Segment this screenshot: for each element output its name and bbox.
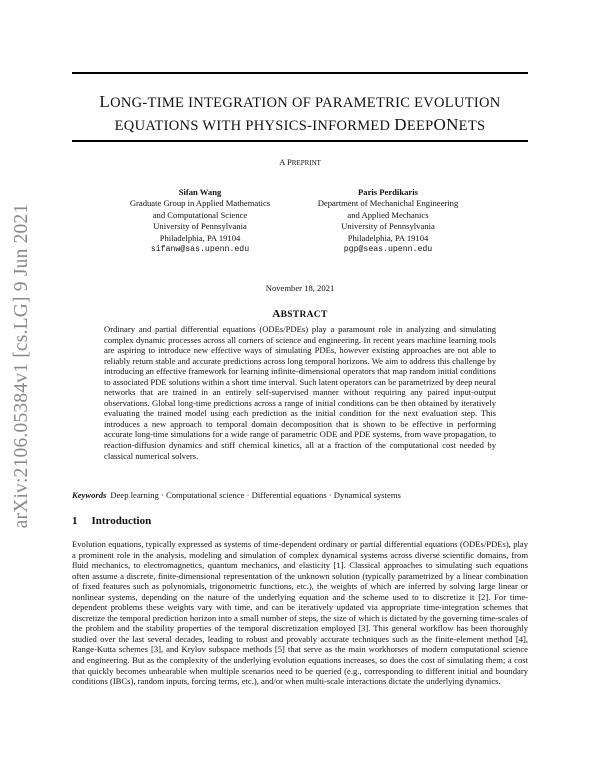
publication-date: November 18, 2021 bbox=[265, 283, 335, 293]
arxiv-id: arXiv:2106.05384v1 [cs.LG] 9 Jun 2021 bbox=[11, 203, 32, 529]
arxiv-stamp bbox=[4, 186, 40, 546]
intro-paragraph: Evolution equations, typically expressed as systems of time-dependent ordinary or partial differential equations (ODEs/PDEs), play a prominent role in the analysis, modeling and simulation of complex dynamical systems across diverse scientific domains, from fluid mechanics, to electromagnetics, quantum mechanics, and elasticity [1]. Classical approaches to simulating such equations often assume a discrete, finite-dimensional representation of the unknown solution (typically parametrized by a linear combination of fixed features such as polynomials, trigonometric functions, etc.), the weights of which are inferred by solving large linear or nonlinear systems, depending on the nature of the underlying equation and the scheme used to to discretize it [2]. For time-dependent problems these weights vary with time, and can be iteratively updated via appropriate time-integration schemes that discretize the temporal prediction horizon into a small number of steps, the size of which is dictated by the governing time-scales of the problem and the stability properties of the temporal discretization employed [3]. This general workflow has been thoroughly studied over the last several decades, leading to robust and provably accurate techniques such as the finite-element method [4], Range-Kutta schemes [3], and Krylov subspace methods [5] that serve as the main workhorses of modern computational science and engineering. But as the complexity of the underlying evolution equations increases, so does the cost of simulating them; a cost that quickly becomes unbearable when multiple scenarios need to be queried (e.g., corresponding to different initial and boundary conditions (IBCs), random inputs, forcing terms, etc.), and/or when multi-scale interactions dictate the underlying dynamics. bbox=[72, 539, 528, 687]
author-block bbox=[100, 187, 300, 255]
title-line-1: LONG-TIME INTEGRATION OF PARAMETRIC EVOLUTION bbox=[99, 92, 501, 111]
keywords-list: Deep learning · Computational science · Differential equations · Dynamical systems bbox=[110, 490, 401, 500]
preprint-label: A PREPRINT bbox=[279, 157, 321, 167]
author-affiliation: Philadelphia, PA 19104 bbox=[347, 232, 429, 243]
author-affiliation: University of Pennsylvania bbox=[153, 221, 247, 232]
author-block bbox=[288, 187, 488, 255]
author-email[interactable]: pgp@seas.upenn.edu bbox=[343, 245, 433, 255]
keywords-label: Keywords bbox=[72, 490, 107, 500]
bottom-rule bbox=[72, 140, 528, 142]
title-line-2: EQUATIONS WITH PHYSICS-INFORMED DEEPONETS bbox=[114, 115, 486, 134]
author-affiliation: University of Pennsylvania bbox=[341, 221, 435, 232]
abstract-text: Ordinary and partial differential equations (ODEs/PDEs) play a paramount role in analyzing and simulating complex dynamic processes across all corners of science and engineering. In recent years machine learning tools are aspiring to introduce new effective ways of simulating PDEs, however existing approaches are not able to reliably return stable and accurate predictions across long temporal horizons. We aim to address this challenge by introducing an effective framework for learning infinite-dimensional operators that map random initial conditions to associated PDE solutions within a short time interval. Such latent operators can be parametrized by deep neural networks that are trained in an entirely self-supervised manner without requiring any paired input-output observations. Global long-time predictions across a range of initial conditions can be then obtained by iteratively evaluating the trained model using each prediction as the initial condition for the next evaluation step. This introduces a new approach to temporal domain decomposition that is shown to be effective in performing accurate long-time simulations for a wide range of parametric ODE and PDE systems, from wave propagation, to reaction-diffusion dynamics and stiff chemical kinetics, all at a fraction of the computational cost needed by classical numerical solvers. bbox=[104, 324, 496, 461]
author-affiliation: Graduate Group in Applied Mathematics bbox=[129, 198, 271, 209]
author-affiliation: and Applied Mechanics bbox=[347, 209, 429, 220]
author-affiliation: and Computational Science bbox=[152, 209, 248, 220]
author-email[interactable]: sifanw@sas.upenn.edu bbox=[150, 245, 250, 255]
paper-title bbox=[72, 91, 528, 137]
author-affiliation: Department of Mechanichal Engineering bbox=[317, 198, 459, 209]
abstract-heading: ABSTRACT bbox=[272, 308, 328, 320]
author-name: Paris Perdikaris bbox=[358, 187, 418, 197]
keywords bbox=[72, 490, 528, 500]
author-affiliation: Philadelphia, PA 19104 bbox=[159, 232, 241, 243]
section-heading: 1 Introduction bbox=[72, 515, 152, 527]
author-name: Sifan Wang bbox=[178, 187, 222, 197]
top-rule bbox=[72, 72, 528, 74]
